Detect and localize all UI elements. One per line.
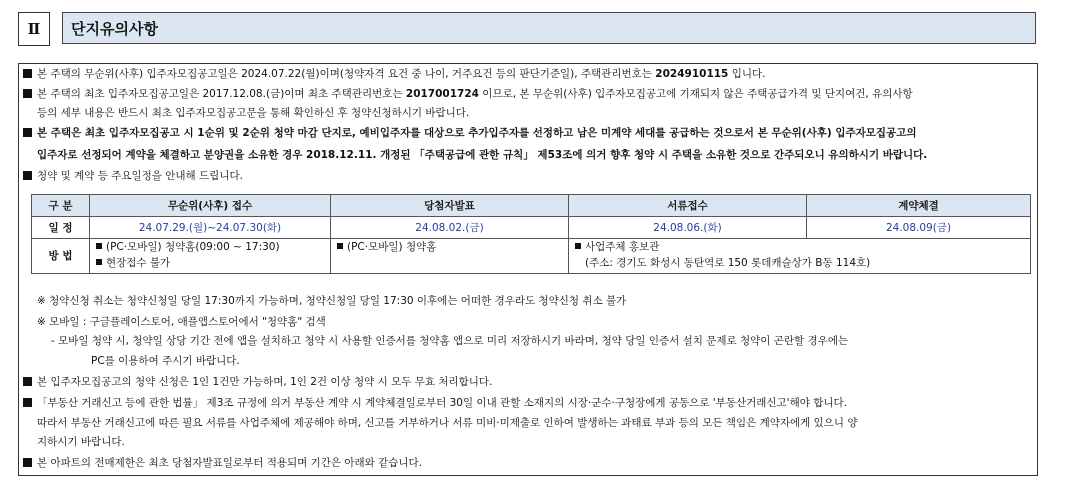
text: 본 주택은 최초 입주자모집공고 시 1순위 및 2순위 청약 마감 단지로, 예비입주자를 대상으로 추가입주자를 선정하고 남은 미계약 세대를 공급하는 것으로서 본 무순위(사후) 입주자모집공고의 <box>37 127 917 139</box>
square-bullet-icon <box>23 89 32 98</box>
text: 본 주택의 무순위(사후) 입주자모집공고일은 2024.07.22(월)이며(청약자격 요건 중 나이, 거주요건 등의 판단기준일), 주택관리번호는 <box>37 68 652 80</box>
square-bullet-icon <box>23 171 32 180</box>
notice-line-8 <box>23 394 847 413</box>
method-cell <box>90 239 331 274</box>
housing-code: 2024910115 <box>655 68 729 80</box>
note-line-1: ※ 청약신청 취소는 청약신청일 당일 17:30까지 가능하며, 청약신청일 당일 17:30 이후에는 어떠한 경우라도 청약신청 취소 불가 <box>37 295 627 307</box>
text: 현장접수 불가 <box>106 257 171 269</box>
text: 청약 및 계약 등 주요일정을 안내해 드립니다. <box>37 170 243 182</box>
notice-line-2 <box>23 85 913 104</box>
text: 「부동산 거래신고 등에 관한 법률」 제3조 규정에 의거 부동산 계약 시 계약체결일로부터 30일 이내 관할 소재지의 시장·군수·구청장에게 공동으로 '부동산거래신고'해야 합니다. <box>37 397 847 409</box>
date-cell: 24.08.09(금) <box>807 217 1031 239</box>
schedule-header-row <box>32 195 1031 217</box>
note-line-2: ※ 모바일 : 구글플레이스토어, 애플앱스토어에서 "청약홈" 검색 <box>37 316 326 328</box>
header-cell: 무순위(사후) 접수 <box>90 195 331 217</box>
row-label: 방 법 <box>32 239 90 274</box>
text: 본 아파트의 전매제한은 최초 당첨자발표일로부터 적용되며 기간은 아래와 같습니다. <box>37 457 423 469</box>
date-cell: 24.07.29.(월)~24.07.30(화) <box>90 217 331 239</box>
notice-line-7 <box>23 373 492 392</box>
notice-line-6 <box>23 167 243 186</box>
date-cell: 24.08.02.(금) <box>331 217 569 239</box>
notice-line-4 <box>23 124 917 143</box>
text: 본 입주자모집공고의 청약 신청은 1인 1건만 가능하며, 1인 2건 이상 청약 시 모두 무효 처리합니다. <box>37 376 493 388</box>
text: (PC·모바일) 청약홈(09:00 ~ 17:30) <box>106 241 280 253</box>
bullet-icon <box>575 243 581 249</box>
section-number: Ⅱ <box>18 12 50 46</box>
text: 본 주택의 최초 입주자모집공고일은 2017.12.08.(금)이며 최초 주택관리번호는 <box>37 88 403 100</box>
method-cell <box>569 239 1031 274</box>
header-cell: 계약체결 <box>807 195 1031 217</box>
square-bullet-icon <box>23 377 32 386</box>
schedule-date-row <box>32 217 1031 239</box>
bullet-icon <box>337 243 343 249</box>
header-cell: 구 분 <box>32 195 90 217</box>
note-line-3: - 모바일 청약 시, 청약일 상당 기간 전에 앱을 설치하고 청약 시 사용할 인증서를 청약홈 앱으로 미리 저장하시기 바라며, 청약 당일 인증서 설치 문제로 청약이 곤란할 경우에는 <box>51 335 849 347</box>
header-cell: 당첨자발표 <box>331 195 569 217</box>
text: 사업주체 홍보관 <box>585 241 660 253</box>
original-housing-code: 2017001724 <box>405 88 479 100</box>
text: (PC·모바일) 청약홈 <box>347 241 437 253</box>
notice-line-5: 입주자로 선정되어 계약을 체결하고 분양권을 소유한 경우 2018.12.11. 개정된 「주택공급에 관한 규칙」 제53조에 의거 향후 청약 시 주택을 소유한 것으로 간주되오니 유의하시기 바랍니다. <box>37 149 928 161</box>
text: (주소: 경기도 화성시 동탄역로 150 롯데캐슬상가 B동 114호) <box>585 257 871 269</box>
square-bullet-icon <box>23 69 32 78</box>
square-bullet-icon <box>23 458 32 467</box>
square-bullet-icon <box>23 128 32 137</box>
notice-line-9: 따라서 부동산 거래신고에 따른 필요 서류를 사업주체에 제공해야 하며, 신고를 거부하거나 서류 미비·미제출로 인하여 발생하는 과태료 부과 등의 모든 책임은 계약자에게 있으니 양 <box>37 417 858 429</box>
notice-line-1 <box>23 65 765 84</box>
schedule-table <box>31 194 1031 274</box>
header-cell: 서류접수 <box>569 195 807 217</box>
method-cell <box>331 239 569 274</box>
row-label: 일 정 <box>32 217 90 239</box>
note-line-4: PC를 이용하여 주시기 바랍니다. <box>91 355 240 367</box>
notice-line-10: 지하시기 바랍니다. <box>37 436 125 448</box>
bullet-icon <box>96 259 102 265</box>
notice-box <box>18 63 1038 476</box>
text: 입니다. <box>731 68 766 80</box>
date-cell: 24.08.06.(화) <box>569 217 807 239</box>
bullet-icon <box>96 243 102 249</box>
square-bullet-icon <box>23 398 32 407</box>
section-title: 단지유의사항 <box>62 12 1036 44</box>
schedule-method-row <box>32 239 1031 274</box>
notice-line-11 <box>23 454 422 473</box>
notice-line-3: 등의 세부 내용은 반드시 최초 입주자모집공고문을 통해 확인하신 후 청약신청하시기 바랍니다. <box>37 107 470 119</box>
text: 이므로, 본 무순위(사후) 입주자모집공고에 기재되지 않은 주택공급가격 및 단지여건, 유의사항 <box>482 88 913 100</box>
